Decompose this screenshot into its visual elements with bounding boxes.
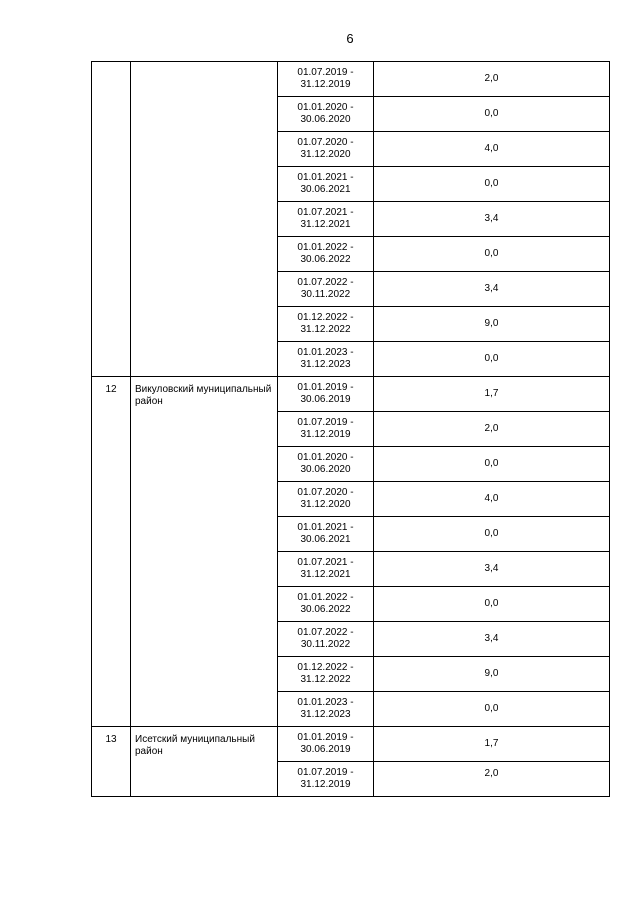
period-cell	[278, 412, 374, 447]
period-end: 30.06.2019	[300, 744, 351, 755]
value-cell: 2,0	[374, 62, 610, 97]
page-number: 6	[346, 31, 354, 46]
period-start: 01.01.2021 -	[297, 522, 354, 533]
period-end: 31.12.2022	[300, 324, 351, 335]
period-end: 31.12.2019	[300, 429, 351, 440]
period-start: 01.01.2022 -	[297, 592, 354, 603]
row-number-cell: 13	[92, 727, 131, 797]
value-cell: 3,4	[374, 202, 610, 237]
period-start: 01.07.2022 -	[297, 277, 354, 288]
period-end: 31.12.2021	[300, 219, 351, 230]
period-end: 31.12.2022	[300, 674, 351, 685]
period-cell	[278, 447, 374, 482]
period-start: 01.07.2021 -	[297, 557, 354, 568]
period-end: 30.06.2022	[300, 604, 351, 615]
period-cell	[278, 167, 374, 202]
value-cell: 2,0	[374, 412, 610, 447]
period-end: 30.11.2022	[300, 289, 351, 300]
value-cell: 9,0	[374, 657, 610, 692]
period-start: 01.01.2020 -	[297, 102, 354, 113]
period-start: 01.07.2022 -	[297, 627, 354, 638]
row-number-cell: 12	[92, 377, 131, 727]
table-row	[92, 727, 610, 762]
value-cell: 9,0	[374, 307, 610, 342]
table-row	[92, 377, 610, 412]
table-row	[92, 62, 610, 97]
period-cell	[278, 377, 374, 412]
period-end: 31.12.2023	[300, 359, 351, 370]
value-cell: 0,0	[374, 587, 610, 622]
period-start: 01.07.2019 -	[297, 417, 354, 428]
period-end: 31.12.2019	[300, 79, 351, 90]
value-cell: 1,7	[374, 377, 610, 412]
district-name-cell: Викуловский муниципальный район	[131, 377, 278, 727]
value-cell: 0,0	[374, 517, 610, 552]
period-start: 01.01.2019 -	[297, 732, 354, 743]
value-cell: 1,7	[374, 727, 610, 762]
value-cell: 0,0	[374, 237, 610, 272]
period-end: 30.06.2020	[300, 114, 351, 125]
value-cell: 4,0	[374, 132, 610, 167]
period-end: 30.06.2021	[300, 184, 351, 195]
period-end: 31.12.2023	[300, 709, 351, 720]
period-end: 31.12.2020	[300, 499, 351, 510]
period-cell	[278, 587, 374, 622]
period-cell	[278, 342, 374, 377]
district-name-cell: Исетский муниципальный район	[131, 727, 278, 797]
value-cell: 0,0	[374, 342, 610, 377]
period-cell	[278, 762, 374, 797]
period-start: 01.12.2022 -	[297, 662, 354, 673]
period-cell	[278, 552, 374, 587]
period-cell	[278, 272, 374, 307]
tariff-table	[91, 61, 610, 797]
value-cell: 3,4	[374, 622, 610, 657]
row-number-cell	[92, 62, 131, 377]
period-start: 01.07.2020 -	[297, 487, 354, 498]
period-end: 30.06.2020	[300, 464, 351, 475]
period-cell	[278, 692, 374, 727]
district-name-cell	[131, 62, 278, 377]
value-cell: 0,0	[374, 692, 610, 727]
period-end: 30.06.2019	[300, 394, 351, 405]
period-start: 01.01.2023 -	[297, 347, 354, 358]
period-cell	[278, 97, 374, 132]
period-end: 31.12.2020	[300, 149, 351, 160]
period-end: 30.06.2022	[300, 254, 351, 265]
period-end: 31.12.2021	[300, 569, 351, 580]
period-start: 01.07.2019 -	[297, 67, 354, 78]
period-start: 01.12.2022 -	[297, 312, 354, 323]
value-cell: 2,0	[374, 762, 610, 797]
period-cell	[278, 727, 374, 762]
period-end: 30.11.2022	[300, 639, 351, 650]
period-start: 01.01.2021 -	[297, 172, 354, 183]
period-cell	[278, 307, 374, 342]
table-body	[92, 62, 610, 797]
period-end: 30.06.2021	[300, 534, 351, 545]
period-cell	[278, 237, 374, 272]
period-cell	[278, 202, 374, 237]
period-start: 01.07.2020 -	[297, 137, 354, 148]
value-cell: 0,0	[374, 167, 610, 202]
period-cell	[278, 622, 374, 657]
period-start: 01.01.2023 -	[297, 697, 354, 708]
period-start: 01.01.2019 -	[297, 382, 354, 393]
period-start: 01.07.2019 -	[297, 767, 354, 778]
value-cell: 4,0	[374, 482, 610, 517]
period-start: 01.01.2022 -	[297, 242, 354, 253]
period-cell	[278, 657, 374, 692]
period-cell	[278, 132, 374, 167]
period-start: 01.07.2021 -	[297, 207, 354, 218]
period-cell	[278, 62, 374, 97]
value-cell: 3,4	[374, 552, 610, 587]
period-cell	[278, 482, 374, 517]
value-cell: 0,0	[374, 97, 610, 132]
value-cell: 3,4	[374, 272, 610, 307]
period-cell	[278, 517, 374, 552]
period-end: 31.12.2019	[300, 779, 351, 790]
value-cell: 0,0	[374, 447, 610, 482]
period-start: 01.01.2020 -	[297, 452, 354, 463]
